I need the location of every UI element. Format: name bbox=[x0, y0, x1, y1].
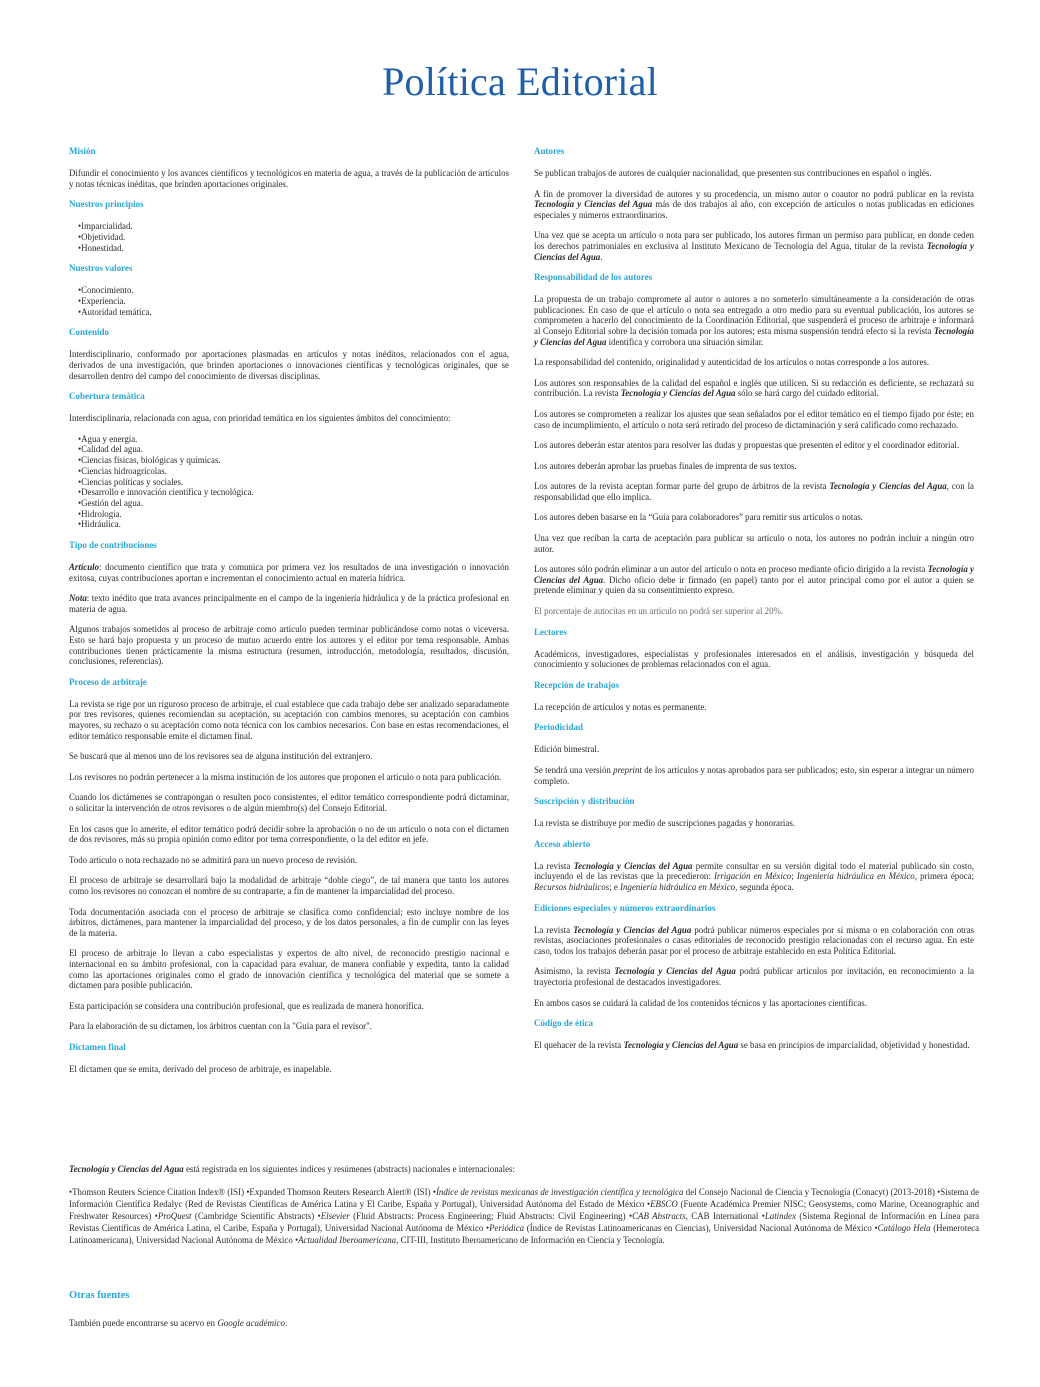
right-column bbox=[534, 146, 974, 1061]
preprint-term: preprint bbox=[613, 765, 642, 775]
index-text: del Consejo Nacional de Ciencia y Tecnología (Conacyt) (2013-2018) bbox=[683, 1187, 935, 1197]
list-item: • Agua y energía. bbox=[78, 434, 509, 445]
text-span: Asimismo, la revista bbox=[534, 966, 615, 977]
proceso-paragraph: El proceso de arbitraje se desarrollará bajo la modalidad de arbitraje “doble ciego”, de tal manera que tanto los autores como los revisores no conozcan el nombre de su contraparte, a fin de mantener la imparcialidad del proceso. bbox=[69, 875, 509, 896]
acceso-paragraph bbox=[534, 861, 974, 893]
recepcion-paragraph: La recepción de artículos y notas es permanente. bbox=[534, 701, 707, 712]
text-span: Una vez que se acepta un artículo o nota para ser publicado, los autores firman un permiso para publicar, en donde ceden los derechos patrimoniales en exclusiva al Instituto Mexicano de Tecnología del Agua, titular de la revista bbox=[534, 230, 974, 251]
text-span: sólo se hará cargo del cuidado editorial. bbox=[735, 388, 879, 399]
index-name: Elsevier bbox=[320, 1211, 350, 1221]
otras-fuentes-paragraph bbox=[69, 1318, 287, 1328]
index-name: Índice de revistas mexicanas de investigación científica y tecnológica bbox=[435, 1187, 684, 1197]
index-text: , CIT-III, Instituto Iberoamericano de Información en Ciencia y Tecnología. bbox=[396, 1235, 665, 1245]
resp-paragraph bbox=[534, 564, 974, 596]
journal-name: Tecnología y Ciencias del Agua bbox=[534, 325, 974, 347]
text-span: Los autores son responsables de la calidad del español e inglés que utilicen. Si su redacción es deficiente, se rechazará su contribución. La revista bbox=[534, 377, 974, 399]
periodicidad-paragraph: Edición bimestral. bbox=[534, 744, 600, 755]
list-item: • Ciencias físicas, biológicas y químicas. bbox=[78, 455, 509, 466]
index-text: (Fuente Académica Premier NISC; Geosystems, como Marine, Oceanographic and Freshwater Resources) bbox=[69, 1199, 980, 1221]
text-span: ; e bbox=[609, 881, 621, 892]
journal-name: Tecnología y Ciencias del Agua bbox=[620, 388, 736, 399]
resp-paragraph bbox=[534, 378, 974, 399]
proceso-paragraph: Toda documentación asociada con el proceso de arbitraje se clasifica como confidencial; esto incluye nombre de los árbitros, dictámenes, para mantener la imparcialidad del proceso, y de los datos personales, a fin de cumplir con las leyes de la materia. bbox=[69, 906, 509, 938]
text-span: El quehacer de la revista bbox=[534, 1040, 624, 1051]
resp-paragraph: La responsabilidad del contenido, originalidad y autenticidad de los artículos o notas corresponde a los autores. bbox=[534, 357, 930, 368]
ediciones-paragraph bbox=[534, 966, 974, 987]
cobertura-paragraph: Interdisciplinaria, relacionada con agua, con prioridad temática en los siguientes ámbitos del conocimiento: bbox=[69, 413, 451, 424]
resp-paragraph bbox=[534, 294, 974, 347]
valores-list bbox=[69, 285, 509, 317]
index-text: Thomson Reuters Science Citation Index® (ISI) bbox=[72, 1187, 245, 1197]
list-item: • Calidad del agua. bbox=[78, 444, 509, 455]
proceso-paragraph: En los casos que lo amerite, el editor temático podrá decidir sobre la aprobación o no de un artículo o nota con el dictamen de dos revisores, más su propia opinión como editor por tema correspondiente, o la del editor en jefe. bbox=[69, 823, 509, 845]
resp-paragraph: Una vez que reciban la carta de aceptación para publicar su artículo o nota, los autores no podrán incluir a ningún otro autor. bbox=[534, 533, 974, 554]
section-heading-tipo: Tipo de contribuciones bbox=[69, 540, 157, 551]
journal-title: Recursos hidráulicos bbox=[534, 881, 610, 892]
text-span: . bbox=[285, 1318, 288, 1328]
text-span: se basa en principios de imparcialidad, objetividad y honestidad. bbox=[738, 1040, 970, 1051]
section-heading-mision: Misión bbox=[69, 146, 96, 156]
section-heading-otras-fuentes: Otras fuentes bbox=[69, 1290, 130, 1301]
suscripcion-paragraph: La revista se distribuye por medio de suscripciones pagadas y honorarias. bbox=[534, 818, 795, 829]
index-name: Latindex bbox=[764, 1211, 796, 1221]
index-text: (Cambridge Scientific Abstracts) bbox=[191, 1211, 315, 1221]
section-heading-responsabilidad: Responsabilidad de los autores bbox=[534, 272, 653, 283]
ediciones-paragraph bbox=[534, 925, 974, 957]
index-text: (Fluid Abstracts: Process Engineering; Fluid Abstracts: Civil Engineering) bbox=[349, 1211, 626, 1221]
section-heading-principios: Nuestros principios bbox=[69, 199, 144, 210]
tipo-paragraph: Algunos trabajos sometidos al proceso de arbitraje como artículo pueden terminar publicándose como notas o viceversa. Esto se hará bajo propuesta y un proceso de mutuo acuerdo entre los autores y el editor por tema responsable. Ambas contribuciones tienen prácticamente la misma estructura (resumen, introducción, metodología, resultados, discusión, conclusiones, referencias). bbox=[69, 624, 509, 667]
list-item: • Autoridad temática. bbox=[78, 307, 509, 318]
nota-label: Nota bbox=[69, 593, 87, 604]
text-span: podrá publicar artículos por invitación, en reconocimiento a la trayectoria profesional de destacados investigadores. bbox=[534, 966, 974, 987]
text-span: podrá publicar números especiales por sí misma o en colaboración con otras revistas, asociaciones profesionales o casas editoriales de reconocido prestigio relacionadas con el recurso agua. En este caso, todos los trabajos deberán pasar por el proceso de arbitraje establecido en esta Política Editorial. bbox=[534, 924, 974, 956]
text-span: A fin de promover la diversidad de autores y su procedencia, un mismo autor o coautor no podrá publicar en la revista bbox=[534, 188, 974, 199]
list-item: • Objetividad. bbox=[78, 232, 509, 243]
articulo-paragraph bbox=[69, 562, 509, 583]
autores-paragraph bbox=[534, 230, 974, 262]
index-text: (Hemeroteca Latinoamericana), Universidad Nacional Autónoma de México bbox=[69, 1223, 980, 1245]
list-item: • Honestidad. bbox=[78, 243, 509, 254]
resp-paragraph bbox=[534, 481, 974, 502]
text-span: , primera época; bbox=[914, 871, 975, 882]
index-text: (Sistema Regional de Información en Línea para Revistas Científicas de América Latina, el Caribe, España y Portugal), Universidad Nacional Autónoma de México bbox=[69, 1211, 980, 1233]
dictamen-paragraph: El dictamen que se emita, derivado del proceso de arbitraje, es inapelable. bbox=[69, 1063, 332, 1074]
proceso-paragraph: El proceso de arbitraje lo llevan a cabo especialistas y expertos de alto nivel, de reconocido prestigio nacional e internacional en su ámbito profesional, con la capacidad para evaluar, de manera confiable y expedita, tanto la calidad como las aportaciones originales como el grado de innovación científica y tecnológica del material que se somete a dictamen para posible publicación. bbox=[69, 948, 509, 991]
journal-name: Tecnología y Ciencias del Agua bbox=[534, 199, 653, 210]
list-item: • Desarrollo e innovación científica y tecnológica. bbox=[78, 487, 509, 498]
index-text: , CAB International bbox=[685, 1211, 759, 1221]
index-name: CAB Abstracts bbox=[632, 1211, 686, 1221]
text-span: Se tendrá una versión bbox=[534, 765, 614, 775]
section-heading-codigo: Código de ética bbox=[534, 1018, 593, 1029]
mision-paragraph: Difundir el conocimiento y los avances científicos y tecnológicos en materia de agua, a través de la publicación de artículos y notas técnicas inéditas, que brinden aportaciones originales. bbox=[69, 168, 509, 189]
index-text: (Índice de Revistas Latinoamericanas en Ciencias), Universidad Nacional Autónoma de México bbox=[524, 1223, 872, 1233]
section-heading-dictamen: Dictamen final bbox=[69, 1041, 126, 1052]
nota-text: : texto inédito que trata avances principalmente en el campo de la ingeniería hidráulica y de la práctica profesional en materia de agua. bbox=[69, 593, 509, 614]
index-name: ProQuest bbox=[157, 1211, 192, 1221]
text-span: de los artículos y notas aprobados para ser publicados; esto, sin esperar a integrar un número completo. bbox=[534, 765, 974, 786]
resp-paragraph: Los autores deben basarse en la “Guía para colaboradores” para remitir sus artículos o notas. bbox=[534, 512, 863, 523]
journal-name: Tecnología y Ciencias del Agua bbox=[573, 860, 693, 871]
list-item: • Gestión del agua. bbox=[78, 498, 509, 509]
periodicidad-paragraph bbox=[534, 765, 974, 786]
list-item: • Hidrología. bbox=[78, 509, 509, 520]
index-name: Actualidad Iberoamericana bbox=[298, 1235, 397, 1245]
section-heading-periodicidad: Periodicidad bbox=[534, 722, 583, 733]
journal-title: Ingeniería hidráulica en México bbox=[796, 871, 915, 882]
journal-name: Tecnología y Ciencias del Agua bbox=[534, 240, 974, 262]
journal-name: Tecnología y Ciencias del Agua bbox=[573, 924, 692, 935]
text-span: . Dicho oficio debe ir firmado (en papel) tanto por el autor principal como por el autor a quien se pretende eliminar y quien da su consentimiento expreso. bbox=[534, 574, 974, 596]
index-entry bbox=[69, 1187, 244, 1197]
index-entry bbox=[295, 1235, 665, 1245]
text-span: La propuesta de un trabajo compromete al autor o autores a no someterlo simultáneamente a la consideración de otras publicaciones. En caso de que el artículo o nota sea entregado a otro medio para su eventual publicación, los autores se comprometen a hacerlo del conocimiento de la Coordinación Editorial, que suspenderá el proceso de arbitraje e informará al Consejo Editorial sobre la decisión tomada por los autores; esta misma suspensión tendrá efecto si la revista bbox=[534, 294, 974, 336]
index-entry bbox=[486, 1223, 872, 1233]
resp-paragraph: El porcentaje de autocitas en un artículo no podrá ser superior al 20%. bbox=[534, 606, 784, 617]
list-item: • Experiencia. bbox=[78, 296, 509, 307]
autores-paragraph: Se publican trabajos de autores de cualquier nacionalidad, que presenten sus contribuciones en español o inglés. bbox=[534, 168, 932, 178]
proceso-paragraph: La revista se rige por un riguroso proceso de arbitraje, el cual establece que cada trabajo debe ser analizado separadamente por tres revisores, quienes recomiendan su aceptación, su aceptación con cambios menores, su aceptación con cambios mayores, su rechazo o su aceptación como nota técnica con los cambios necesarios. Con base en estas recomendaciones, el editor temático responsable emite el dictamen final. bbox=[69, 698, 509, 741]
list-item: • Ciencias políticas y sociales. bbox=[78, 477, 509, 488]
section-heading-acceso: Acceso abierto bbox=[534, 838, 591, 849]
journal-name: Tecnología y Ciencias del Agua bbox=[614, 966, 736, 977]
codigo-paragraph bbox=[534, 1040, 974, 1051]
index-text: Expanded Thomson Reuters Research Alert® (ISI) bbox=[249, 1187, 431, 1197]
text-span: identifica y corrobora una situación similar. bbox=[606, 336, 764, 347]
text-span: permite consultar en su versión digital todo el material publicado sin costo, incluyendo el de las revistas que la precedieron: bbox=[534, 860, 974, 882]
proceso-paragraph: Los revisores no podrán pertenecer a la misma institución de los autores que proponen el artículo o nota para publicación. bbox=[69, 771, 502, 782]
resp-paragraph: Los autores se comprometen a realizar los ajustes que sean señalados por el editor temático en el tiempo fijado por éste; en caso de incumplimiento, el artículo o nota será retirado del proceso de dictaminación y será calificado como rechazado. bbox=[534, 408, 974, 430]
lectores-paragraph: Académicos, investigadores, especialistas y profesionales interesados en el análisis, investigación y búsqueda del conocimiento y soluciones de problemas relacionados con el agua. bbox=[534, 648, 974, 670]
autores-paragraph bbox=[534, 189, 974, 221]
journal-name: Tecnología y Ciencias del Agua bbox=[69, 1164, 184, 1174]
section-heading-lectores: Lectores bbox=[534, 626, 567, 637]
resp-paragraph: Los autores deberán aprobar las pruebas finales de imprenta de sus textos. bbox=[534, 460, 797, 471]
text-span: , segunda época. bbox=[735, 881, 794, 892]
index-entry bbox=[246, 1187, 430, 1197]
journal-name: Tecnología y Ciencias del Agua bbox=[623, 1040, 739, 1051]
articulo-text: : documento científico que trata y comunica por primera vez los resultados de una investigación o innovación exitosa, cuyas contribuciones aportan e incrementan el conocimiento actual en materia hídrica. bbox=[69, 562, 509, 583]
proceso-paragraph: Cuando los dictámenes se contrapongan o resulten poco consistentes, el editor temático correspondiente podrá dictaminar, o solicitar la intervención de otros revisores o de algún miembro(s) del Consejo Editorial. bbox=[69, 792, 509, 814]
index-list bbox=[69, 1186, 979, 1246]
section-heading-suscripcion: Suscripción y distribución bbox=[534, 796, 635, 807]
principios-list bbox=[69, 221, 509, 253]
section-heading-contenido: Contenido bbox=[69, 327, 110, 338]
text-span: La revista bbox=[534, 924, 574, 935]
text-span: está registrada en los siguientes índices y resúmenes (abstracts) nacionales e internacionales: bbox=[183, 1164, 515, 1174]
cobertura-list bbox=[69, 434, 509, 530]
index-intro bbox=[69, 1163, 979, 1175]
list-item: • Hidráulica. bbox=[78, 519, 509, 530]
journal-title: Ingeniería hidráulica en México bbox=[620, 881, 736, 892]
proceso-paragraph: Esta participación se considera una contribución profesional, que es realizada de manera honorífica. bbox=[69, 1000, 424, 1011]
text-span: También puede encontrarse su acervo en bbox=[69, 1318, 218, 1328]
text-span: ; bbox=[791, 871, 797, 882]
index-name: Catálogo Hela bbox=[877, 1223, 931, 1233]
index-name: EBSCO bbox=[650, 1199, 678, 1209]
contenido-paragraph: Interdisciplinario, conformado por aportaciones plasmadas en artículos y notas inéditos, relacionados con el agua, derivados de una investigación, que brinden aportaciones o innovaciones científicas y tecnológicas originales, que se desarrollen dentro del campo del conocimiento de diversas disciplinas. bbox=[69, 349, 509, 381]
text-span: La revista bbox=[534, 860, 574, 871]
text-span: , con la responsabilidad que ello implica. bbox=[534, 481, 974, 502]
proceso-paragraph: Se buscará que al menos uno de los revisores sea de alguna institución del extranjero. bbox=[69, 751, 373, 762]
resp-paragraph: Los autores deberán estar atentos para resolver las dudas y propuestas que presenten el editor y el coordinador editorial. bbox=[534, 440, 960, 451]
index-section bbox=[69, 1163, 979, 1246]
proceso-paragraph: Todo artículo o nota rechazado no se admitirá para un nuevo proceso de revisión. bbox=[69, 854, 358, 865]
list-item: • Conocimiento. bbox=[78, 285, 509, 296]
journal-name: Tecnología y Ciencias del Agua bbox=[829, 481, 947, 492]
index-entry bbox=[629, 1211, 758, 1221]
text-span: Los autores sólo podrán eliminar a un autor del artículo o nota en proceso mediante oficio dirigido a la revista bbox=[534, 564, 928, 575]
articulo-label: Artículo bbox=[69, 562, 100, 573]
list-item: • Ciencias hidroagrícolas. bbox=[78, 466, 509, 477]
proceso-paragraph: Para la elaboración de su dictamen, los árbitros cuentan con la "Guía para el revisor". bbox=[69, 1021, 372, 1032]
text-span: Los autores de la revista aceptan formar parte del grupo de árbitros de la revista bbox=[534, 481, 830, 492]
index-entry bbox=[433, 1187, 935, 1197]
left-column bbox=[69, 146, 509, 1085]
journal-title: Irrigación en México bbox=[713, 871, 792, 882]
journal-name: Tecnología y Ciencias del Agua bbox=[534, 564, 974, 585]
section-heading-cobertura: Cobertura temática bbox=[69, 391, 145, 402]
index-entry bbox=[155, 1211, 314, 1221]
list-item: • Imparcialidad. bbox=[78, 221, 509, 232]
text-span: más de dos trabajos al año, con excepción de artículos o notas publicadas en ediciones especiales y números extraordinarios. bbox=[534, 199, 974, 220]
section-heading-autores: Autores bbox=[534, 146, 565, 156]
ediciones-paragraph: En ambos casos se cuidará la calidad de los contenidos técnicos y las aportaciones científicas. bbox=[534, 997, 867, 1008]
index-entry bbox=[318, 1211, 626, 1221]
index-name: Periódica bbox=[489, 1223, 525, 1233]
section-heading-ediciones: Ediciones especiales y números extraordinarios bbox=[534, 902, 716, 913]
section-heading-proceso: Proceso de arbitraje bbox=[69, 676, 147, 687]
page-title: Política Editorial bbox=[382, 59, 658, 104]
nota-paragraph bbox=[69, 593, 509, 614]
google-scholar-link[interactable]: Google académico bbox=[217, 1318, 286, 1328]
section-heading-recepcion: Recepción de trabajos bbox=[534, 679, 619, 690]
text-span: . bbox=[600, 251, 603, 262]
index-text: Sistema de Información Científica Redalyc (Red de Revistas Científicas de América Latina y El Caribe, España y Portugal), Universidad Autónoma del Estado de México bbox=[69, 1187, 980, 1209]
section-heading-valores: Nuestros valores bbox=[69, 263, 133, 274]
